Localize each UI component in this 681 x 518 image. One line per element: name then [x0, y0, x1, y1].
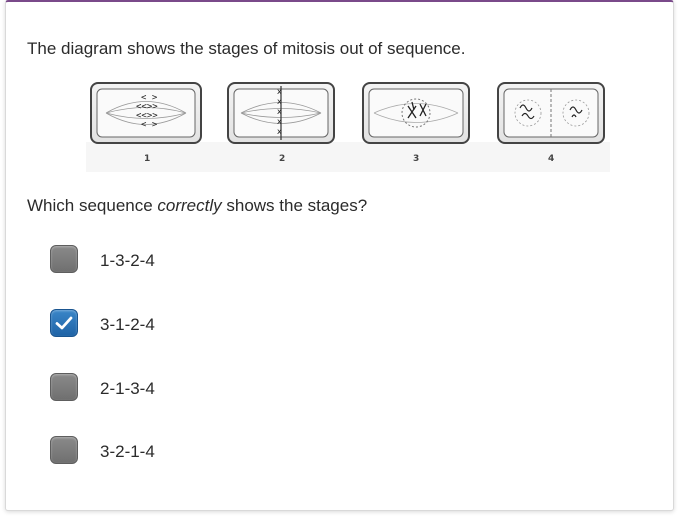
option-1-checkbox[interactable]: [50, 245, 78, 273]
question-card: [5, 0, 674, 511]
option-3-label[interactable]: 2-1-3-4: [100, 379, 155, 398]
option-1[interactable]: [50, 245, 350, 277]
svg-text:< >: < >: [141, 93, 158, 103]
svg-text:x: x: [277, 87, 282, 96]
stage-4-cell: [498, 83, 604, 143]
option-4-checkbox[interactable]: [50, 436, 78, 464]
question-text-after: shows the stages?: [221, 196, 368, 215]
question-prompt: The diagram shows the stages of mitosis out of sequence.: [27, 39, 466, 58]
svg-text:< >: < >: [141, 120, 158, 130]
svg-text:<<>>: <<>>: [136, 102, 158, 112]
checkmark-icon: [55, 315, 73, 331]
svg-text:x: x: [277, 117, 282, 126]
stage-label-1: 1: [144, 154, 151, 164]
stage-label-3: 3: [413, 154, 420, 164]
option-2-checkbox[interactable]: [50, 309, 78, 337]
svg-text:x: x: [277, 97, 282, 106]
stage-label-4: 4: [548, 154, 555, 164]
stage-2-cell: [228, 83, 334, 143]
option-4[interactable]: [50, 436, 350, 468]
option-1-label[interactable]: 1-3-2-4: [100, 251, 155, 270]
option-4-label[interactable]: 3-2-1-4: [100, 442, 155, 461]
svg-text:x: x: [277, 127, 282, 136]
svg-text:<<>>: <<>>: [136, 111, 158, 121]
svg-text:x: x: [277, 107, 282, 116]
question-text-emphasis: correctly: [157, 196, 222, 215]
stage-1-cell: [91, 83, 201, 143]
option-2-label[interactable]: 3-1-2-4: [100, 315, 155, 334]
option-2[interactable]: [50, 309, 350, 341]
question-text: [27, 195, 367, 217]
option-3[interactable]: [50, 373, 350, 405]
question-text-before: Which sequence: [27, 196, 158, 215]
mitosis-diagram: [86, 80, 610, 172]
stage-3-cell: [363, 83, 469, 143]
option-3-checkbox[interactable]: [50, 373, 78, 401]
stage-label-2: 2: [279, 154, 286, 164]
